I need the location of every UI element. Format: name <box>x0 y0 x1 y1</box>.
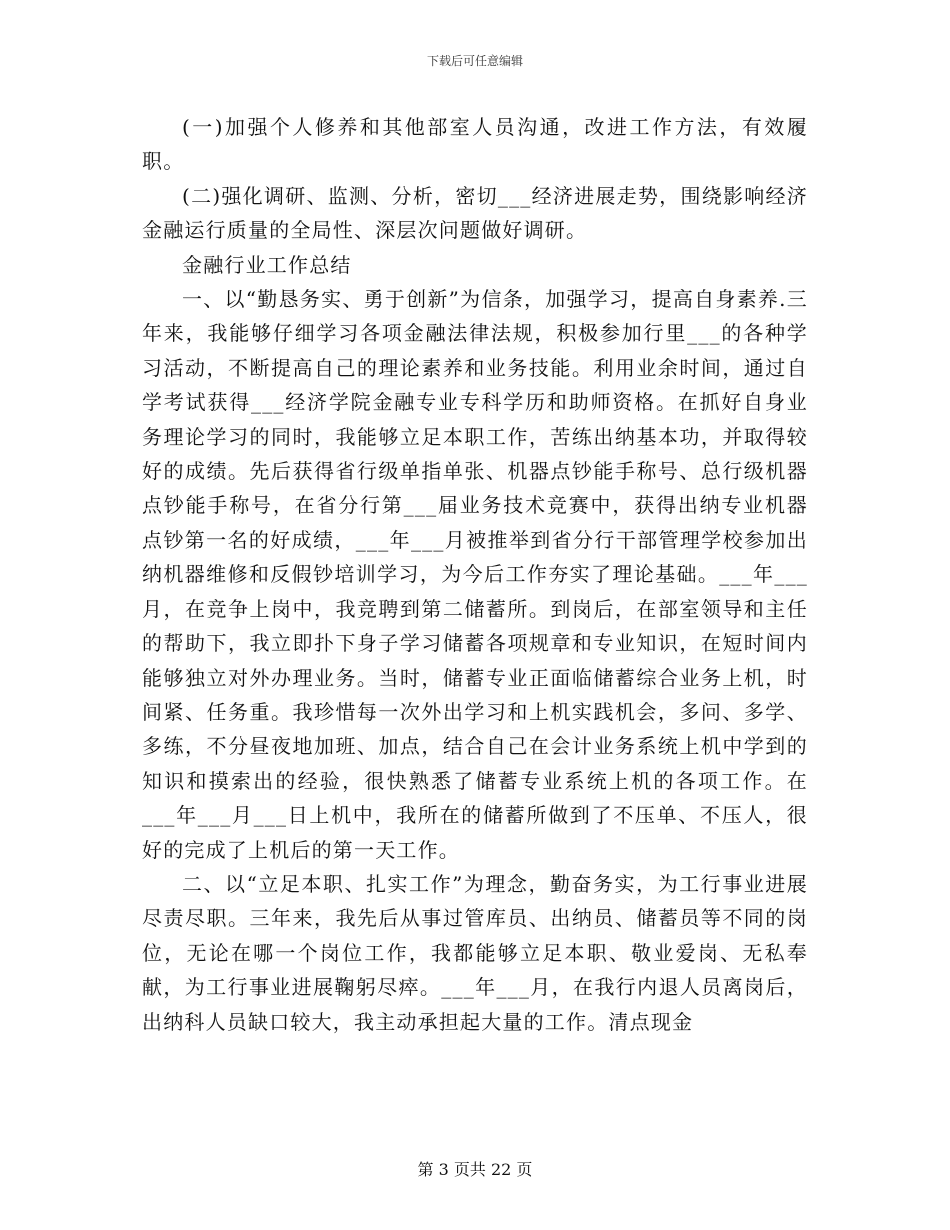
document-body <box>142 110 808 1039</box>
section-title: 金融行业工作总结 <box>182 252 352 277</box>
page-header: 下载后可任意编辑 <box>426 54 523 68</box>
paragraph-4: 二、以“立足本职、扎实工作”为理念，勤奋务实，为工行事业进展尽责尽职。三年来，我先后从事过管库员、出纳员、储蓄员等不同的岗位，无论在哪一个岗位工作，我都能够立足本职、敬业爱岗、无私奉献，为工行事业进展鞠躬尽瘁。___年___月，在我行内退人员离岗后，出纳科人员缺口较大，我主动承担起大量的工作。清点现金 <box>142 871 808 1034</box>
page-footer: 第 3 页共 22 页 <box>417 1160 533 1179</box>
paragraph-3: 一、以“勤恳务实、勇于创新”为信条，加强学习，提高自身素养.三年来，我能够仔细学习各项金融法律法规，积极参加行里___的各种学习活动，不断提高自己的理论素养和业务技能。利用业余时间，通过自学考试获得___经济学院金融专业专科学历和助师资格。在抓好自身业务理论学习的同时，我能够立足本职工作，苦练出纳基本功，并取得较好的成绩。先后获得省行级单指单张、机器点钞能手称号、总行级机器点钞能手称号，在省分行第___届业务技术竞赛中，获得出纳专业机器点钞第一名的好成绩，___年___月被推举到省分行干部管理学校参加出纳机器维修和反假钞培训学习，为今后工作夯实了理论基础。___年___月，在竞争上岗中，我竞聘到第二储蓄所。到岗后，在部室领导和主任的帮助下，我立即扑下身子学习储蓄各项规章和专业知识，在短时间内能够独立对外办理业务。当时，储蓄专业正面临储蓄综合业务上机，时间紧、任务重。我珍惜每一次外出学习和上机实践机会，多问、多学、多练，不分昼夜地加班、加点，结合自己在会计业务系统上机中学到的知识和摸索出的经验，很快熟悉了储蓄专业系统上机的各项工作。在___年___月___日上机中，我所在的储蓄所做到了不压单、不压人，很好的完成了上机后的第一天工作。 <box>142 287 808 862</box>
paragraph-1: (一)加强个人修养和其他部室人员沟通，改进工作方法，有效履职。 <box>142 115 808 174</box>
paragraph-2: (二)强化调研、监测、分析，密切___经济进展走势，围绕影响经济金融运行质量的全局性、深层次问题做好调研。 <box>142 183 808 243</box>
